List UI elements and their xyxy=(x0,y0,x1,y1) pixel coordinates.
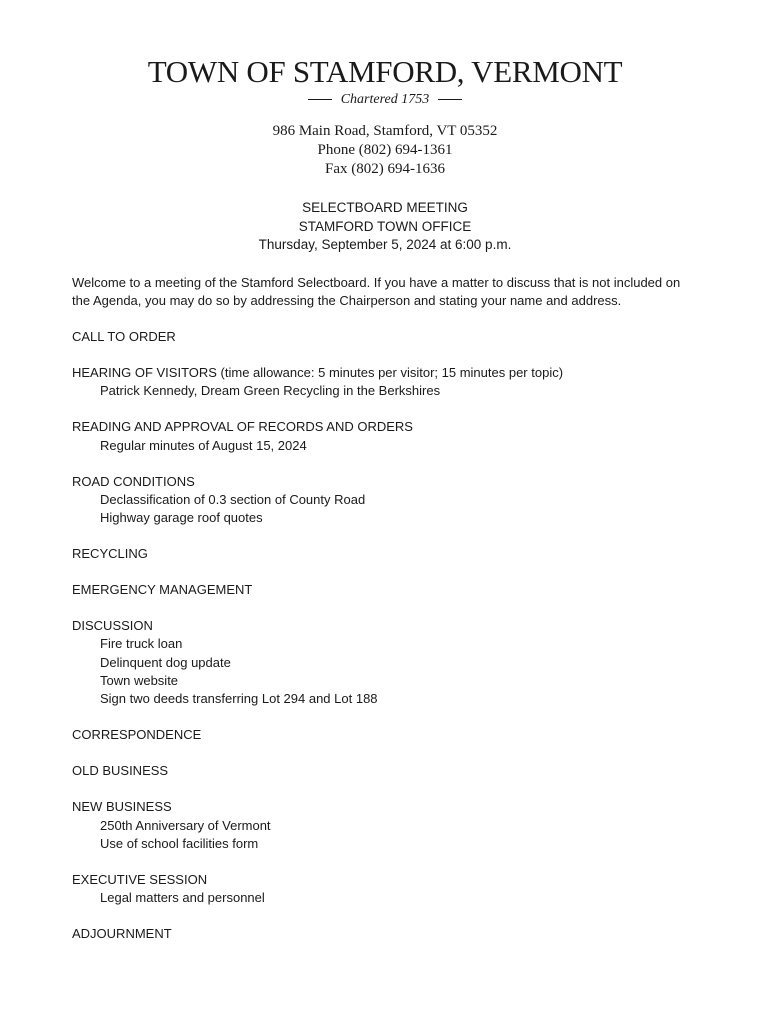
agenda-section-heading: RECYCLING xyxy=(72,546,148,562)
agenda-item: Delinquent dog update xyxy=(100,654,231,670)
agenda-item: Use of school facilities form xyxy=(100,835,259,851)
agenda-section-heading: OLD BUSINESS xyxy=(72,763,169,779)
left-dash xyxy=(308,99,332,100)
town-title: TOWN OF STAMFORD, VERMONT xyxy=(147,54,623,89)
agenda-section xyxy=(72,762,712,780)
agenda-item: Regular minutes of August 15, 2024 xyxy=(100,437,307,453)
agenda-section xyxy=(72,364,712,401)
meeting-location: STAMFORD TOWN OFFICE xyxy=(298,218,472,234)
agenda-body xyxy=(72,274,712,961)
agenda-section xyxy=(72,871,712,908)
agenda-section xyxy=(72,418,712,455)
agenda-section-heading: NEW BUSINESS xyxy=(72,799,172,815)
agenda-item: Legal matters and personnel xyxy=(100,890,265,906)
agenda-section-heading: ADJOURNMENT xyxy=(72,926,172,942)
agenda-section xyxy=(72,545,712,563)
agenda-section-heading: EMERGENCY MANAGEMENT xyxy=(72,582,253,598)
chartered-line xyxy=(0,90,770,110)
chartered-text: Chartered 1753 xyxy=(340,92,430,107)
agenda-list xyxy=(72,328,712,943)
agenda-section xyxy=(72,726,712,744)
phone-number: Phone (802) 694-1361 xyxy=(317,142,453,158)
fax-number: Fax (802) 694-1636 xyxy=(325,161,445,177)
agenda-section-heading: EXECUTIVE SESSION xyxy=(72,871,208,887)
agenda-item: Fire truck loan xyxy=(100,636,183,652)
agenda-item: Patrick Kennedy, Dream Green Recycling in the Berkshires xyxy=(100,383,441,399)
meeting-header xyxy=(0,199,770,255)
agenda-section xyxy=(72,581,712,599)
agenda-section-heading: CORRESPONDENCE xyxy=(72,727,202,743)
agenda-item: Declassification of 0.3 section of County Road xyxy=(100,491,366,507)
meeting-title: SELECTBOARD MEETING xyxy=(302,200,468,215)
contact-block xyxy=(0,122,770,179)
agenda-section xyxy=(72,473,712,528)
agenda-item: Highway garage roof quotes xyxy=(100,510,263,526)
agenda-section-heading: CALL TO ORDER xyxy=(72,329,176,345)
agenda-item: Town website xyxy=(100,673,179,689)
agenda-section xyxy=(72,925,712,943)
agenda-item: Sign two deeds transferring Lot 294 and Lot 188 xyxy=(100,691,378,707)
right-dash xyxy=(438,99,462,100)
agenda-section xyxy=(72,617,712,708)
agenda-section xyxy=(72,798,712,853)
welcome-paragraph: Welcome to a meeting of the Stamford Selectboard. If you have a matter to discuss that is not included on the Agenda, you may do so by addressing the Chairperson and stating your name and address. xyxy=(72,275,681,309)
agenda-section-heading: HEARING OF VISITORS (time allowance: 5 minutes per visitor; 15 minutes per topic) xyxy=(72,365,564,381)
agenda-section-heading: ROAD CONDITIONS xyxy=(72,473,195,489)
letterhead xyxy=(0,54,770,179)
agenda-section-heading: READING AND APPROVAL OF RECORDS AND ORDERS xyxy=(72,419,413,435)
agenda-section xyxy=(72,328,712,346)
street-address: 986 Main Road, Stamford, VT 05352 xyxy=(272,123,498,139)
agenda-section-heading: DISCUSSION xyxy=(72,618,153,634)
agenda-item: 250th Anniversary of Vermont xyxy=(100,817,271,833)
meeting-datetime: Thursday, September 5, 2024 at 6:00 p.m. xyxy=(258,237,512,252)
